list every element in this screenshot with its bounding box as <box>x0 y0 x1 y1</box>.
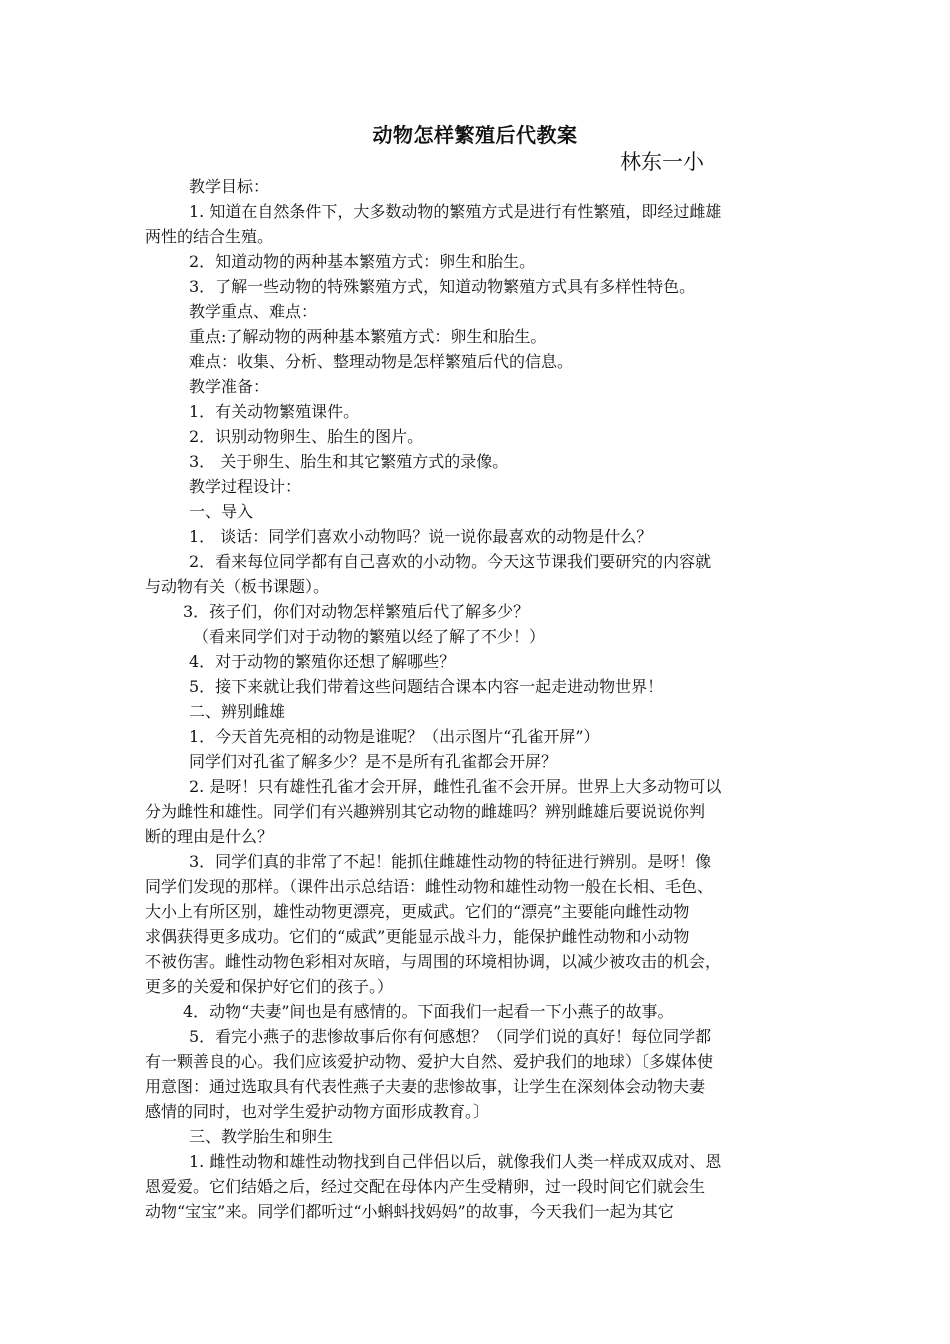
paragraph-line: （看来同学们对于动物的繁殖以经了解了不少！） <box>193 627 546 646</box>
paragraph-line: 1．今天首先亮相的动物是谁呢？（出示图片“孔雀开屏”） <box>189 727 600 746</box>
paragraph-line: 4．对于动物的繁殖你还想了解哪些？ <box>189 652 456 671</box>
paragraph-line: 3． 关于卵生、胎生和其它繁殖方式的录像。 <box>189 452 509 471</box>
paragraph-line: 两性的结合生殖。 <box>145 227 274 246</box>
paragraph-line: 难点：收集、分析、整理动物是怎样繁殖后代的信息。 <box>189 352 574 371</box>
paragraph-line: 2．看来每位同学都有自己喜欢的小动物。今天这节课我们要研究的内容就 <box>189 552 712 571</box>
paragraph-line: 感情的同时，也对学生爱护动物方面形成教育。〕 <box>145 1102 490 1121</box>
paragraph-line: 5．接下来就让我们带着这些问题结合课本内容一起走进动物世界！ <box>189 677 664 696</box>
paragraph-line: 3．孩子们，你们对动物怎样繁殖后代了解多少？ <box>183 602 530 621</box>
paragraph-line: 1. 雌性动物和雄性动物找到自己伴侣以后，就像我们人类一样成双成对、恩 <box>189 1152 722 1171</box>
paragraph-line: 2．知道动物的两种基本繁殖方式：卵生和胎生。 <box>189 252 536 271</box>
section-heading: 教学过程设计： <box>189 477 302 496</box>
paragraph-line: 同学们发现的那样。（课件出示总结语：雌性动物和雄性动物一般在长相、毛色、 <box>145 877 714 896</box>
section-heading: 教学准备： <box>189 377 270 396</box>
paragraph-line: 不被伤害。雌性动物色彩相对灰暗，与周围的环境相协调，以减少被攻击的机会， <box>145 952 722 971</box>
section-heading: 三、教学胎生和卵生 <box>189 1127 334 1146</box>
document-title: 动物怎样繁殖后代教案 <box>372 123 578 147</box>
paragraph-line: 2. 是呀！只有雄性孔雀才会开屏，雌性孔雀不会开屏。世界上大多动物可以 <box>189 777 722 796</box>
section-heading: 一、导入 <box>189 502 254 521</box>
paragraph-line: 1． 谈话：同学们喜欢小动物吗？说一说你最喜欢的动物是什么？ <box>189 527 653 546</box>
paragraph-line: 断的理由是什么？ <box>145 827 274 846</box>
document-body <box>145 174 813 1224</box>
paragraph-line: 与动物有关（板书课题）。 <box>145 577 330 596</box>
paragraph-line: 动物“宝宝”来。同学们都听过“小蝌蚪找妈妈”的故事，今天我们一起为其它 <box>145 1202 674 1221</box>
paragraph-line: 分为雌性和雄性。同学们有兴趣辨别其它动物的雌雄吗？辨别雌雄后要说说你判 <box>145 802 706 821</box>
paragraph-line: 3．同学们真的非常了不起！能抓住雌雄性动物的特征进行辨别。是呀！像 <box>189 852 712 871</box>
paragraph-line: 更多的关爱和保护好它们的孩子。） <box>145 977 394 996</box>
paragraph-line: 重点:了解动物的两种基本繁殖方式：卵生和胎生。 <box>189 327 547 346</box>
paragraph-line: 大小上有所区别，雄性动物更漂亮，更威武。它们的“漂亮”主要能向雌性动物 <box>145 902 690 921</box>
paragraph-line: 同学们对孔雀了解多少？是不是所有孔雀都会开屏？ <box>189 752 558 771</box>
paragraph-line: 2．识别动物卵生、胎生的图片。 <box>189 427 424 446</box>
paragraph-line: 3．了解一些动物的特殊繁殖方式，知道动物繁殖方式具有多样性特色。 <box>189 277 696 296</box>
paragraph-line: 5．看完小燕子的悲惨故事后你有何感想？（同学们说的真好！每位同学都 <box>189 1027 712 1046</box>
paragraph-line: 4．动物“夫妻”间也是有感情的。下面我们一起看一下小燕子的故事。 <box>183 1002 674 1021</box>
document-author: 林东一小 <box>620 150 704 174</box>
section-heading: 教学目标： <box>189 177 270 196</box>
paragraph-line: 用意图：通过选取具有代表性燕子夫妻的悲惨故事，让学生在深刻体会动物夫妻 <box>145 1077 706 1096</box>
paragraph-line: 有一颗善良的心。我们应该爱护动物、爱护大自然、爱护我们的地球）〔多媒体使 <box>145 1052 714 1071</box>
section-heading: 教学重点、难点： <box>189 302 318 321</box>
paragraph-line: 求偶获得更多成功。它们的“威武”更能显示战斗力，能保护雌性动物和小动物 <box>145 927 690 946</box>
section-heading: 二、辨别雌雄 <box>189 702 286 721</box>
paragraph-line: 1. 知道在自然条件下，大多数动物的繁殖方式是进行有性繁殖，即经过雌雄 <box>189 202 722 221</box>
paragraph-line: 恩爱爱。它们结婚之后，经过交配在母体内产生受精卵，过一段时间它们就会生 <box>145 1177 706 1196</box>
paragraph-line: 1．有关动物繁殖课件。 <box>189 402 360 421</box>
